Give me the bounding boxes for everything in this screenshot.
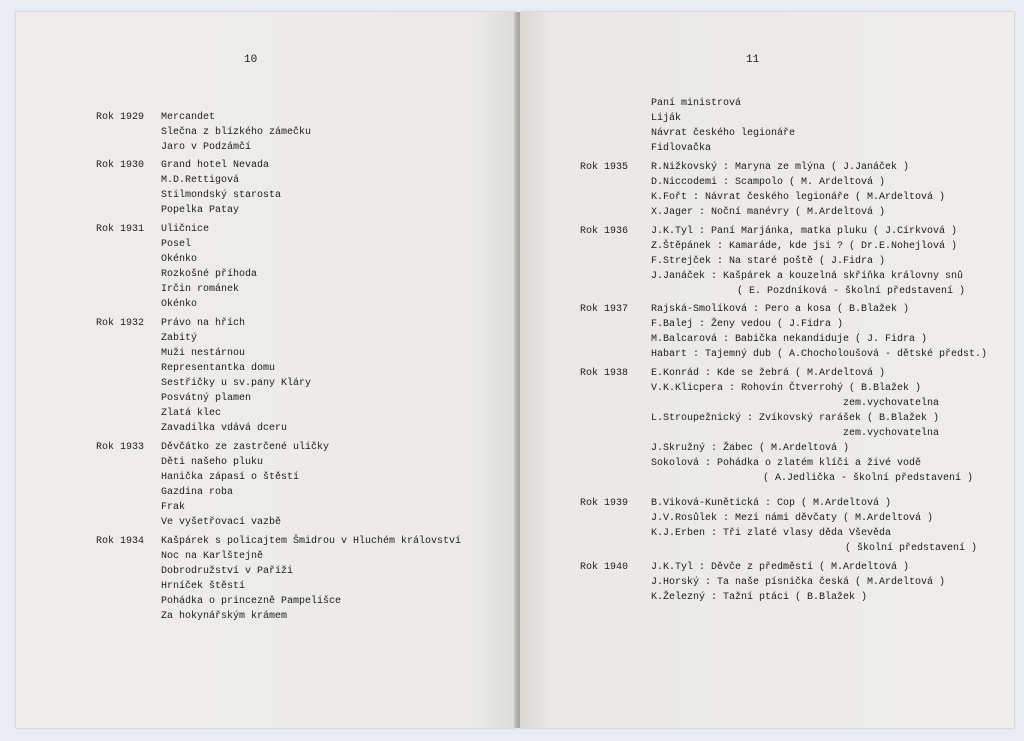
play-title: Návrat českého legionáře — [651, 128, 796, 139]
play-entry: F.Strejček : Na staré poště ( J.Fidra ) — [651, 256, 886, 267]
play-title: Muži nestárnou — [161, 348, 246, 359]
play-title: Popelka Patay — [161, 205, 240, 216]
play-title: Mercandet — [161, 112, 216, 123]
play-title: Paní ministrová — [651, 98, 742, 109]
play-entry: F.Balej : Ženy vedou ( J.Fidra ) — [651, 319, 844, 330]
play-title: Representantka domu — [161, 363, 276, 374]
play-title: Jaro v Podzámčí — [161, 142, 252, 153]
year-label: Rok 1938 — [580, 368, 629, 379]
page-number: 11 — [746, 54, 760, 66]
play-entry: D.Niccodemi : Scampolo ( M. Ardeltová ) — [651, 177, 886, 188]
play-title: Fidlovačka — [651, 143, 712, 154]
play-title: Děti našeho pluku — [161, 457, 264, 468]
play-title: Za hokynářským krámem — [161, 611, 288, 622]
play-entry: M.Balcarová : Babička nekandiduje ( J. Fidra ) — [651, 334, 928, 345]
play-title: Posvátný plamen — [161, 393, 252, 404]
play-entry: X.Jager : Noční manévry ( M.Ardeltová ) — [651, 207, 886, 218]
year-label: Rok 1939 — [580, 498, 629, 509]
year-label: Rok 1934 — [96, 536, 145, 547]
play-entry: K.J.Erben : Tři zlaté vlasy děda Vševěda — [651, 528, 892, 539]
year-label: Rok 1933 — [96, 442, 145, 453]
play-entry: E.Konrád : Kde se žebrá ( M.Ardeltová ) — [651, 368, 886, 379]
play-entry: J.K.Tyl : Paní Marjánka, matka pluku ( J.Církvová ) — [651, 226, 958, 237]
play-entry: Sokolová : Pohádka o zlatém klíči a živé vodě — [651, 458, 922, 469]
year-label: Rok 1940 — [580, 562, 629, 573]
left-page — [16, 12, 516, 728]
play-title: M.D.Rettigová — [161, 175, 240, 186]
play-title: Stilmondský starosta — [161, 190, 282, 201]
play-note: zem.vychovatelna — [843, 398, 940, 409]
play-entry: J.Horský : Ta naše písnička česká ( M.Ardeltová ) — [651, 577, 946, 588]
play-title: Zavadilka vdává dceru — [161, 423, 288, 434]
play-entry: K.Fořt : Návrat českého legionáře ( M.Ardeltová ) — [651, 192, 946, 203]
play-note: zem.vychovatelna — [843, 428, 940, 439]
play-entry: J.Skružný : Žabec ( M.Ardeltová ) — [651, 443, 850, 454]
play-note: ( školní představení ) — [845, 543, 978, 554]
play-entry: Z.Štěpánek : Kamaráde, kde jsi ? ( Dr.E.Nohejlová ) — [651, 241, 958, 252]
right-page — [520, 12, 1014, 728]
play-entry: L.Stroupežnický : Zvíkovský rarášek ( B.Blažek ) — [651, 413, 940, 424]
play-title: Zabitý — [161, 333, 198, 344]
play-title: Irčin románek — [161, 284, 240, 295]
play-title: Liják — [651, 113, 682, 124]
year-label: Rok 1930 — [96, 160, 145, 171]
play-entry: K.Železný : Tažní ptáci ( B.Blažek ) — [651, 592, 868, 603]
play-entry: R.Nižkovský : Maryna ze mlýna ( J.Janáček ) — [651, 162, 910, 173]
play-title: Grand hotel Nevada — [161, 160, 270, 171]
play-title: Kašpárek s policajtem Šmidrou v Hluchém království — [161, 536, 462, 547]
play-title: Posel — [161, 239, 192, 250]
play-entry: J.Janáček : Kašpárek a kouzelná skříňka královny snů — [651, 271, 964, 282]
year-label: Rok 1937 — [580, 304, 629, 315]
page-number: 10 — [244, 54, 258, 66]
year-label: Rok 1935 — [580, 162, 629, 173]
year-label: Rok 1931 — [96, 224, 145, 235]
play-title: Dobrodružství v Paříži — [161, 566, 294, 577]
play-title: Okénko — [161, 299, 198, 310]
play-title: Okénko — [161, 254, 198, 265]
play-title: Hanička zápasí o štěstí — [161, 472, 300, 483]
play-title: Zlatá klec — [161, 408, 222, 419]
play-entry: Habart : Tajemný dub ( A.Chocholoušová - dětské předst.) — [651, 349, 988, 360]
play-title: Frak — [161, 502, 186, 513]
play-title: Pohádka o princezně Pampelišce — [161, 596, 342, 607]
play-title: Noc na Karlštejně — [161, 551, 264, 562]
play-title: Děvčátko ze zastrčené uličky — [161, 442, 330, 453]
play-title: Hrníček štěstí — [161, 581, 246, 592]
play-title: Rozkošné příhoda — [161, 269, 258, 280]
play-title: Slečna z blízkého zámečku — [161, 127, 312, 138]
play-title: Sestřičky u sv.pany Kláry — [161, 378, 312, 389]
play-note: ( A.Jedlička - školní představení ) — [763, 473, 974, 484]
play-note: ( E. Pozdníková - školní představení ) — [737, 286, 966, 297]
play-title: Právo na hřích — [161, 318, 246, 329]
year-label: Rok 1936 — [580, 226, 629, 237]
play-entry: B.Viková-Kunětická : Cop ( M.Ardeltová ) — [651, 498, 892, 509]
year-label: Rok 1929 — [96, 112, 145, 123]
play-entry: Rajská-Smolíková : Pero a kosa ( B.Blažek ) — [651, 304, 910, 315]
play-entry: J.K.Tyl : Děvče z předměstí ( M.Ardeltová ) — [651, 562, 910, 573]
play-entry: V.K.Klicpera : Rohovín Čtverrohý ( B.Blažek ) — [651, 383, 922, 394]
play-title: Uličnice — [161, 224, 210, 235]
play-title: Gazdina roba — [161, 487, 234, 498]
year-label: Rok 1932 — [96, 318, 145, 329]
play-entry: J.V.Rosůlek : Mezi námi děvčaty ( M.Ardeltová ) — [651, 513, 934, 524]
play-title: Ve vyšetřovací vazbě — [161, 517, 282, 528]
